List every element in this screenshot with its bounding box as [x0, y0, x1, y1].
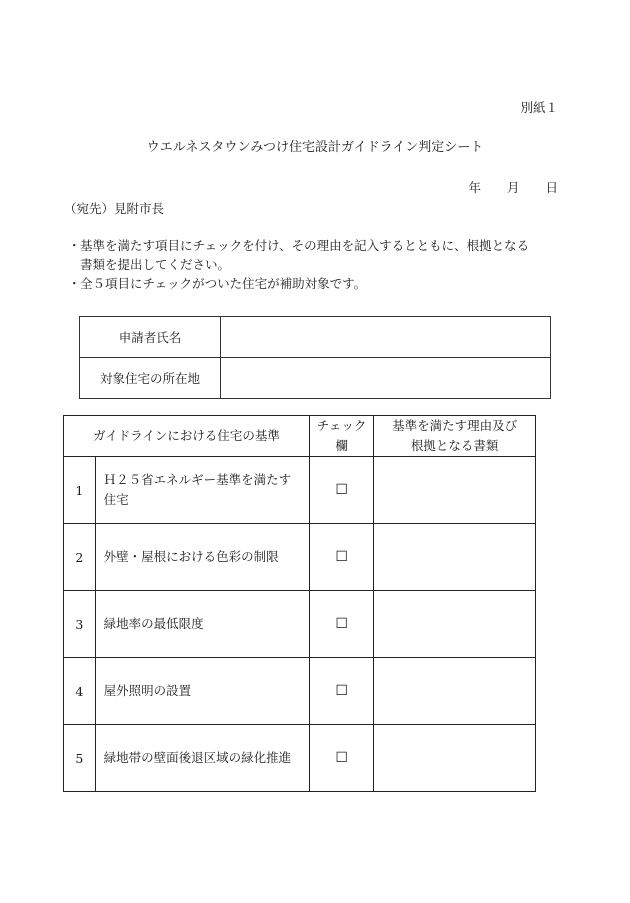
checkbox-cell[interactable]: ☐	[310, 658, 374, 725]
reason-header	[374, 416, 536, 457]
date-month-label: 月	[506, 180, 520, 195]
criterion-text: Ｈ２５省エネルギー基準を満たす住宅	[95, 457, 309, 524]
property-address-field[interactable]	[221, 358, 551, 399]
date-day-label: 日	[545, 180, 558, 195]
reason-field[interactable]	[374, 658, 536, 725]
date-year-label: 年	[468, 180, 481, 195]
instructions	[68, 236, 568, 293]
applicant-table	[79, 316, 551, 399]
bullet: ・	[68, 276, 81, 291]
reason-field[interactable]	[374, 725, 536, 792]
row-number: 4	[64, 658, 96, 725]
table-row	[64, 591, 536, 658]
check-header	[310, 416, 374, 457]
checkbox-cell[interactable]: ☐	[310, 725, 374, 792]
criterion-text: 外壁・屋根における色彩の制限	[95, 524, 309, 591]
criterion-text: 緑地帯の壁面後退区域の緑化推進	[95, 725, 309, 792]
row-number: 3	[64, 591, 96, 658]
date-fields	[468, 178, 558, 196]
reason-header-line: 基準を満たす理由及び	[392, 418, 518, 433]
header-row	[64, 416, 536, 457]
criteria-table	[63, 415, 536, 792]
reason-header-line: 根拠となる書類	[410, 438, 499, 453]
checkbox-cell[interactable]: ☐	[310, 524, 374, 591]
check-header-line: チェック	[316, 418, 367, 433]
addressee: （宛先）見附市長	[64, 201, 165, 216]
attachment-label: 別紙１	[520, 100, 558, 115]
instruction-item	[68, 236, 568, 274]
applicant-name-label: 申請者氏名	[80, 317, 221, 358]
instruction-line: 基準を満たす項目にチェックを付け、その理由を記入するとともに、根拠となる	[80, 238, 530, 253]
property-address-label: 対象住宅の所在地	[80, 358, 221, 399]
table-row	[64, 658, 536, 725]
row-number: 1	[64, 457, 96, 524]
applicant-name-field[interactable]	[221, 317, 551, 358]
row-number: 5	[64, 725, 96, 792]
instruction-line: 書類を提出してください。	[80, 257, 231, 272]
reason-field[interactable]	[374, 524, 536, 591]
table-row	[64, 524, 536, 591]
row-number: 2	[64, 524, 96, 591]
page-title: ウエルネスタウンみつけ住宅設計ガイドライン判定シート	[146, 140, 484, 155]
checkbox-cell[interactable]: ☐	[310, 591, 374, 658]
checkbox-cell[interactable]: ☐	[310, 457, 374, 524]
check-header-line: 欄	[335, 438, 348, 453]
criterion-text: 屋外照明の設置	[95, 658, 309, 725]
instruction-item	[68, 274, 568, 293]
criteria-header: ガイドラインにおける住宅の基準	[64, 416, 310, 457]
criterion-text: 緑地率の最低限度	[95, 591, 309, 658]
reason-field[interactable]	[374, 457, 536, 524]
table-row	[64, 725, 536, 792]
reason-field[interactable]	[374, 591, 536, 658]
bullet: ・	[68, 238, 81, 253]
instruction-line: 全５項目にチェックがついた住宅が補助対象です。	[80, 276, 367, 291]
table-row	[64, 457, 536, 524]
